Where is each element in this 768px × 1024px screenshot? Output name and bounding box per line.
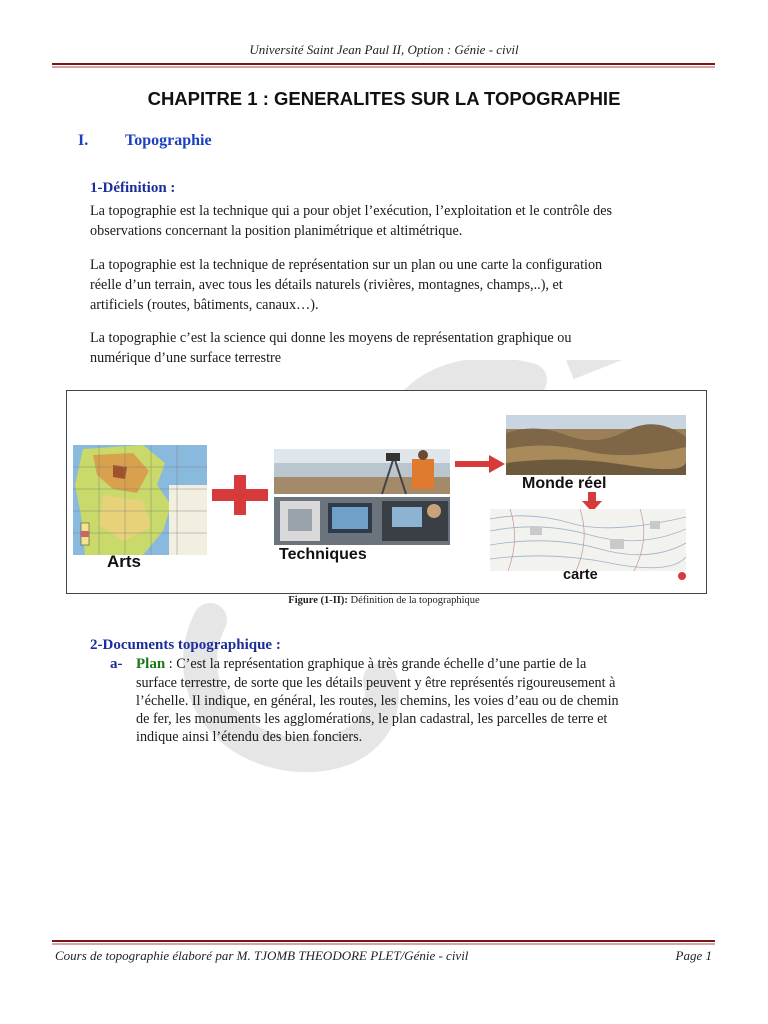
header-rule-light [52,66,715,68]
documents-heading: 2-Documents topographique : [90,637,281,653]
figure-caption [0,595,768,606]
plus-icon [212,475,268,515]
arrow-right-icon [455,453,505,475]
red-dot [678,572,686,580]
definition-p1-line1: La topographie est la technique qui a pour objet l’exécution, l’exploitation et le contrôle des [90,203,613,219]
chapter-title: CHAPITRE 1 : GENERALITES SUR LA TOPOGRAPHIE [147,88,621,109]
documents-item-line1 [136,656,694,673]
documents-item-text: : C’est la représentation graphique à très grande échelle d’une partie de la [168,656,587,672]
documents-line5: indique ainsi l’étendu des bien fonciers. [136,729,363,745]
figure-caption-text: Définition de la topographique [347,595,480,606]
techniques-photos [274,449,450,545]
figure-label-techniques: Techniques [279,546,367,563]
footer-rule [52,940,715,942]
definition-p2-line2: réelle d’un terrain, avec tous les détails naturels (rivières, montagnes, champs,..), et [90,277,563,293]
documents-item-marker: a- [110,656,123,672]
section-number: I. [78,132,89,149]
header-rule [52,63,715,65]
definition-p2-line3: artificiels (routes, bâtiments, canaux…). [90,297,319,313]
definition-p3-line2: numérique d’une surface terrestre [90,350,282,366]
definition-p3-line1: La topographie c’est la science qui donne les moyens de représentation graphique ou [90,330,572,346]
figure-frame [66,390,707,594]
footer-rule-light [52,943,715,945]
documents-line3: l’échelle. Il indique, en général, les routes, les chemins, les voies d’eau ou de chemin [136,693,619,709]
section-title: Topographie [125,132,212,149]
figure-label-arts: Arts [107,552,142,571]
documents-line2: surface terrestre, de sorte que les détails peuvent y être représentés rigoureusement à [136,675,616,691]
definition-heading: 1-Définition : [90,180,176,196]
figure-caption-ref: Figure (1-II): [288,595,348,606]
definition-p2-line1: La topographie est la technique de représentation sur un plan ou une carte la configuration [90,257,603,273]
figure-label-monde-reel: Monde réel [522,475,607,492]
running-header: Université Saint Jean Paul II, Option : Génie - civil [249,42,519,57]
definition-p1-line2: observations concernant la position planimétrique et altimétrique. [90,223,463,239]
topographic-map-image [490,509,686,571]
documents-line4: de fer, les monuments les agglomérations, le plan cadastral, les parcelles de terre et [136,711,608,727]
page-number: Page 1 [675,948,712,963]
landscape-photo [506,415,686,475]
documents-item-title: Plan [136,656,166,672]
figure-label-carte: carte [563,567,598,583]
footer-text: Cours de topographie élaboré par M. TJOMB THEODORE PLET/Génie - civil [55,948,469,963]
relief-map-image [73,445,207,555]
